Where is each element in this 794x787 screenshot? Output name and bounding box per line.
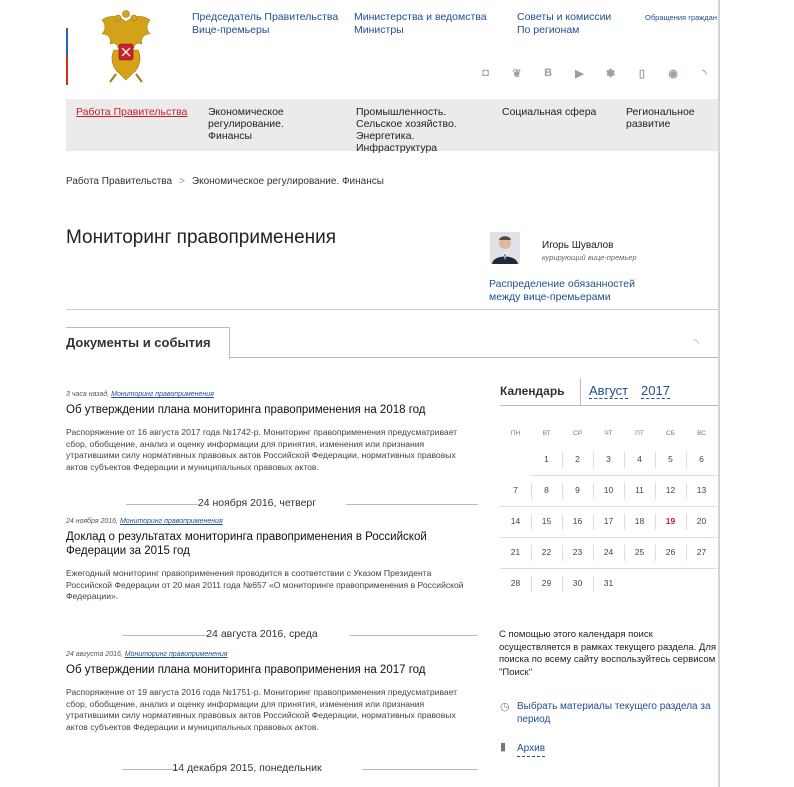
header-col-councils (517, 11, 611, 37)
date-separator (66, 762, 478, 776)
duties-distribution-link[interactable]: Распределение обязанностей между вице-премьерами (489, 278, 635, 303)
left-margin (0, 0, 66, 787)
calendar-weekday: ПН (510, 430, 521, 437)
calendar-note: С помощью этого календаря поиск осуществляется в рамках текущего раздела. Для поиска по всему сайту воспользуйтесь сервисом "Поиск" (499, 629, 717, 678)
calendar-weekday: ЧТ (604, 430, 613, 437)
calendar-day[interactable]: 17 (603, 516, 614, 526)
calendar-day[interactable]: 10 (603, 485, 614, 495)
calendar-day[interactable]: 7 (513, 485, 518, 495)
header-col-ministries (354, 11, 487, 37)
date-separator-text: 24 августа 2016, среда (206, 628, 318, 640)
breadcrumb-item-government[interactable]: Работа Правительства (66, 176, 173, 187)
vk-icon[interactable]: В (544, 67, 553, 79)
flag-stripe (66, 0, 68, 85)
avatar[interactable] (490, 232, 520, 264)
news-item (66, 518, 478, 603)
nav-industry[interactable]: Промышленность. Сельское хозяйство. Энергетика. Инфраструктура (356, 106, 457, 154)
calendar-day[interactable]: 11 (635, 485, 644, 495)
calendar-weekday: СБ (666, 430, 675, 437)
header-link-ministers[interactable]: Министры (354, 24, 404, 36)
news-time: 24 августа 2016, (66, 651, 123, 658)
calendar-weekday: ВТ (542, 430, 551, 437)
person-name[interactable]: Игорь Шувалов (542, 240, 614, 251)
calendar-day[interactable]: 22 (541, 547, 552, 557)
news-body: Распоряжение от 16 августа 2017 года №1742-р. Мониторинг правоприменения предусматривает сбор, обобщение, анализ и оценку информации для принятия, изменения или признания утратившими силу нормативных правовых актов Российской Федерации, нормативных правовых актов субъектов Федерации и муниципальных правовых актов. (66, 427, 458, 472)
header-link-appeals[interactable]: Обращения граждан (645, 13, 717, 22)
header-col-government (192, 11, 338, 37)
news-headline[interactable]: Об утверждении плана мониторинга правоприменения на 2017 год (66, 664, 426, 676)
news-category-link[interactable]: Мониторинг правоприменения (119, 518, 223, 525)
rss-icon[interactable]: ◝ (694, 336, 699, 350)
clock-icon: ◷ (500, 701, 510, 713)
news-meta (66, 651, 478, 658)
calendar-day[interactable]: 4 (637, 454, 642, 464)
header-link-vice-premiers[interactable]: Вице-премьеры (192, 24, 270, 36)
calendar-day[interactable]: 31 (603, 578, 614, 588)
calendar-month-select[interactable]: Август (589, 383, 629, 398)
nav-economy[interactable]: Экономическое регулирование. Финансы (208, 106, 284, 142)
coat-of-arms-icon[interactable] (92, 10, 160, 84)
news-headline[interactable]: Об утверждении плана мониторинга правоприменения на 2018 год (66, 404, 426, 416)
news-meta (66, 518, 478, 525)
calendar-day[interactable]: 8 (544, 485, 549, 495)
calendar-day[interactable]: 1 (544, 454, 549, 464)
twitter-icon[interactable]: ❦ (512, 68, 522, 80)
top-navigation (66, 99, 718, 154)
news-category-link[interactable]: Мониторинг правоприменения (124, 651, 228, 658)
calendar-day[interactable]: 26 (665, 547, 676, 557)
calendar-day[interactable]: 9 (575, 485, 580, 495)
calendar-day[interactable]: 23 (572, 547, 583, 557)
calendar-day[interactable]: 24 (603, 547, 614, 557)
date-separator-text: 14 декабря 2015, понедельник (172, 762, 322, 774)
page-title: Мониторинг правоприменения (66, 227, 337, 248)
calendar-day[interactable]: 12 (665, 485, 676, 495)
breadcrumb (66, 176, 384, 187)
person-role: курирующий вице-премьер (542, 253, 637, 262)
right-margin (718, 0, 794, 787)
calendar-year-select[interactable]: 2017 (641, 383, 670, 398)
news-time: 24 ноября 2016, (66, 518, 119, 525)
date-separator (66, 628, 478, 642)
mobile-icon[interactable]: ▯ (638, 68, 645, 80)
calendar-day[interactable]: 25 (634, 547, 645, 557)
nav-government-work[interactable]: Работа Правительства (76, 106, 188, 118)
calendar-day[interactable]: 28 (510, 578, 521, 588)
calendar-day[interactable]: 20 (696, 516, 707, 526)
calendar-day[interactable]: 5 (668, 454, 673, 464)
archive-link[interactable]: Архив (517, 743, 545, 757)
calendar-weekday: ВС (697, 430, 706, 437)
nav-social[interactable]: Социальная сфера (502, 106, 597, 118)
header-link-councils[interactable]: Советы и комиссии (517, 11, 612, 23)
users-icon[interactable]: ✽ (606, 68, 616, 80)
news-item (66, 651, 478, 733)
news-item (66, 391, 478, 473)
breadcrumb-item-economy[interactable]: Экономическое регулирование. Финансы (191, 176, 384, 187)
calendar-weekday: СР (572, 430, 583, 437)
calendar-day[interactable]: 13 (696, 485, 707, 495)
archive-icon: ▮ (500, 741, 507, 753)
eye-icon[interactable]: ◉ (668, 68, 678, 80)
calendar-day[interactable]: 18 (634, 516, 645, 526)
calendar-day[interactable]: 15 (541, 516, 552, 526)
docs-underline (229, 357, 718, 358)
news-category-link[interactable]: Мониторинг правоприменения (111, 391, 214, 398)
calendar-day[interactable]: 16 (572, 516, 583, 526)
news-time: 3 часа назад, (66, 391, 110, 398)
calendar-day[interactable]: 27 (696, 547, 707, 557)
date-separator (66, 497, 478, 511)
calendar-day[interactable]: 14 (510, 516, 521, 526)
header-link-regions[interactable]: По регионам (517, 24, 580, 36)
news-body: Ежегодный мониторинг правоприменения проводится в соответствии с Указом Президента Российской Федерации от 20 мая 2011 года №657 «О мониторинге правоприменения в Российской Федерации». (66, 568, 464, 601)
news-body: Распоряжение от 19 августа 2016 года №1751-р. Мониторинг правоприменения предусматривает сбор, обобщение, анализ и оценку информации для принятия, изменения или признания утратившими силу нормативных правовых актов Российской Федерации, нормативных правовых актов субъектов Федерации и муниципальных правовых актов. (66, 687, 458, 732)
youtube-icon[interactable]: ▶ (575, 68, 584, 80)
breadcrumb-separator: > (179, 176, 185, 187)
calendar-day[interactable]: 29 (541, 578, 552, 588)
calendar-day[interactable]: 3 (606, 454, 611, 464)
date-separator-text: 24 ноября 2016, четверг (197, 497, 317, 509)
header-link-ministries[interactable]: Министерства и ведомства (354, 11, 487, 23)
header-col-appeals (645, 11, 717, 24)
section-divider (66, 309, 718, 310)
calendar-day[interactable]: 30 (572, 578, 583, 588)
calendar-day[interactable]: 2 (575, 454, 580, 464)
select-period-link[interactable]: Выбрать материалы текущего раздела за период (517, 701, 711, 725)
nav-regional[interactable]: Региональное развитие (626, 106, 695, 130)
news-meta (66, 391, 478, 398)
calendar-day[interactable]: 6 (699, 454, 704, 464)
news-headline[interactable]: Доклад о результатах мониторинга правоприменения в Российской Федерации за 2015 год (66, 531, 427, 557)
calendar-weekday: ПТ (635, 430, 644, 437)
social-bar (470, 67, 720, 80)
calendar-title: Календарь (500, 384, 565, 398)
header-link-chairman[interactable]: Председатель Правительства (192, 11, 339, 23)
camera-icon[interactable]: ◘ (482, 67, 489, 79)
calendar-top-line (500, 405, 718, 406)
calendar-day[interactable]: 19 (665, 516, 676, 526)
rss-icon[interactable]: ◝ (702, 68, 707, 80)
docs-title: Документы и события (66, 335, 211, 350)
calendar-divider (580, 378, 581, 405)
calendar-day[interactable]: 21 (510, 547, 521, 557)
